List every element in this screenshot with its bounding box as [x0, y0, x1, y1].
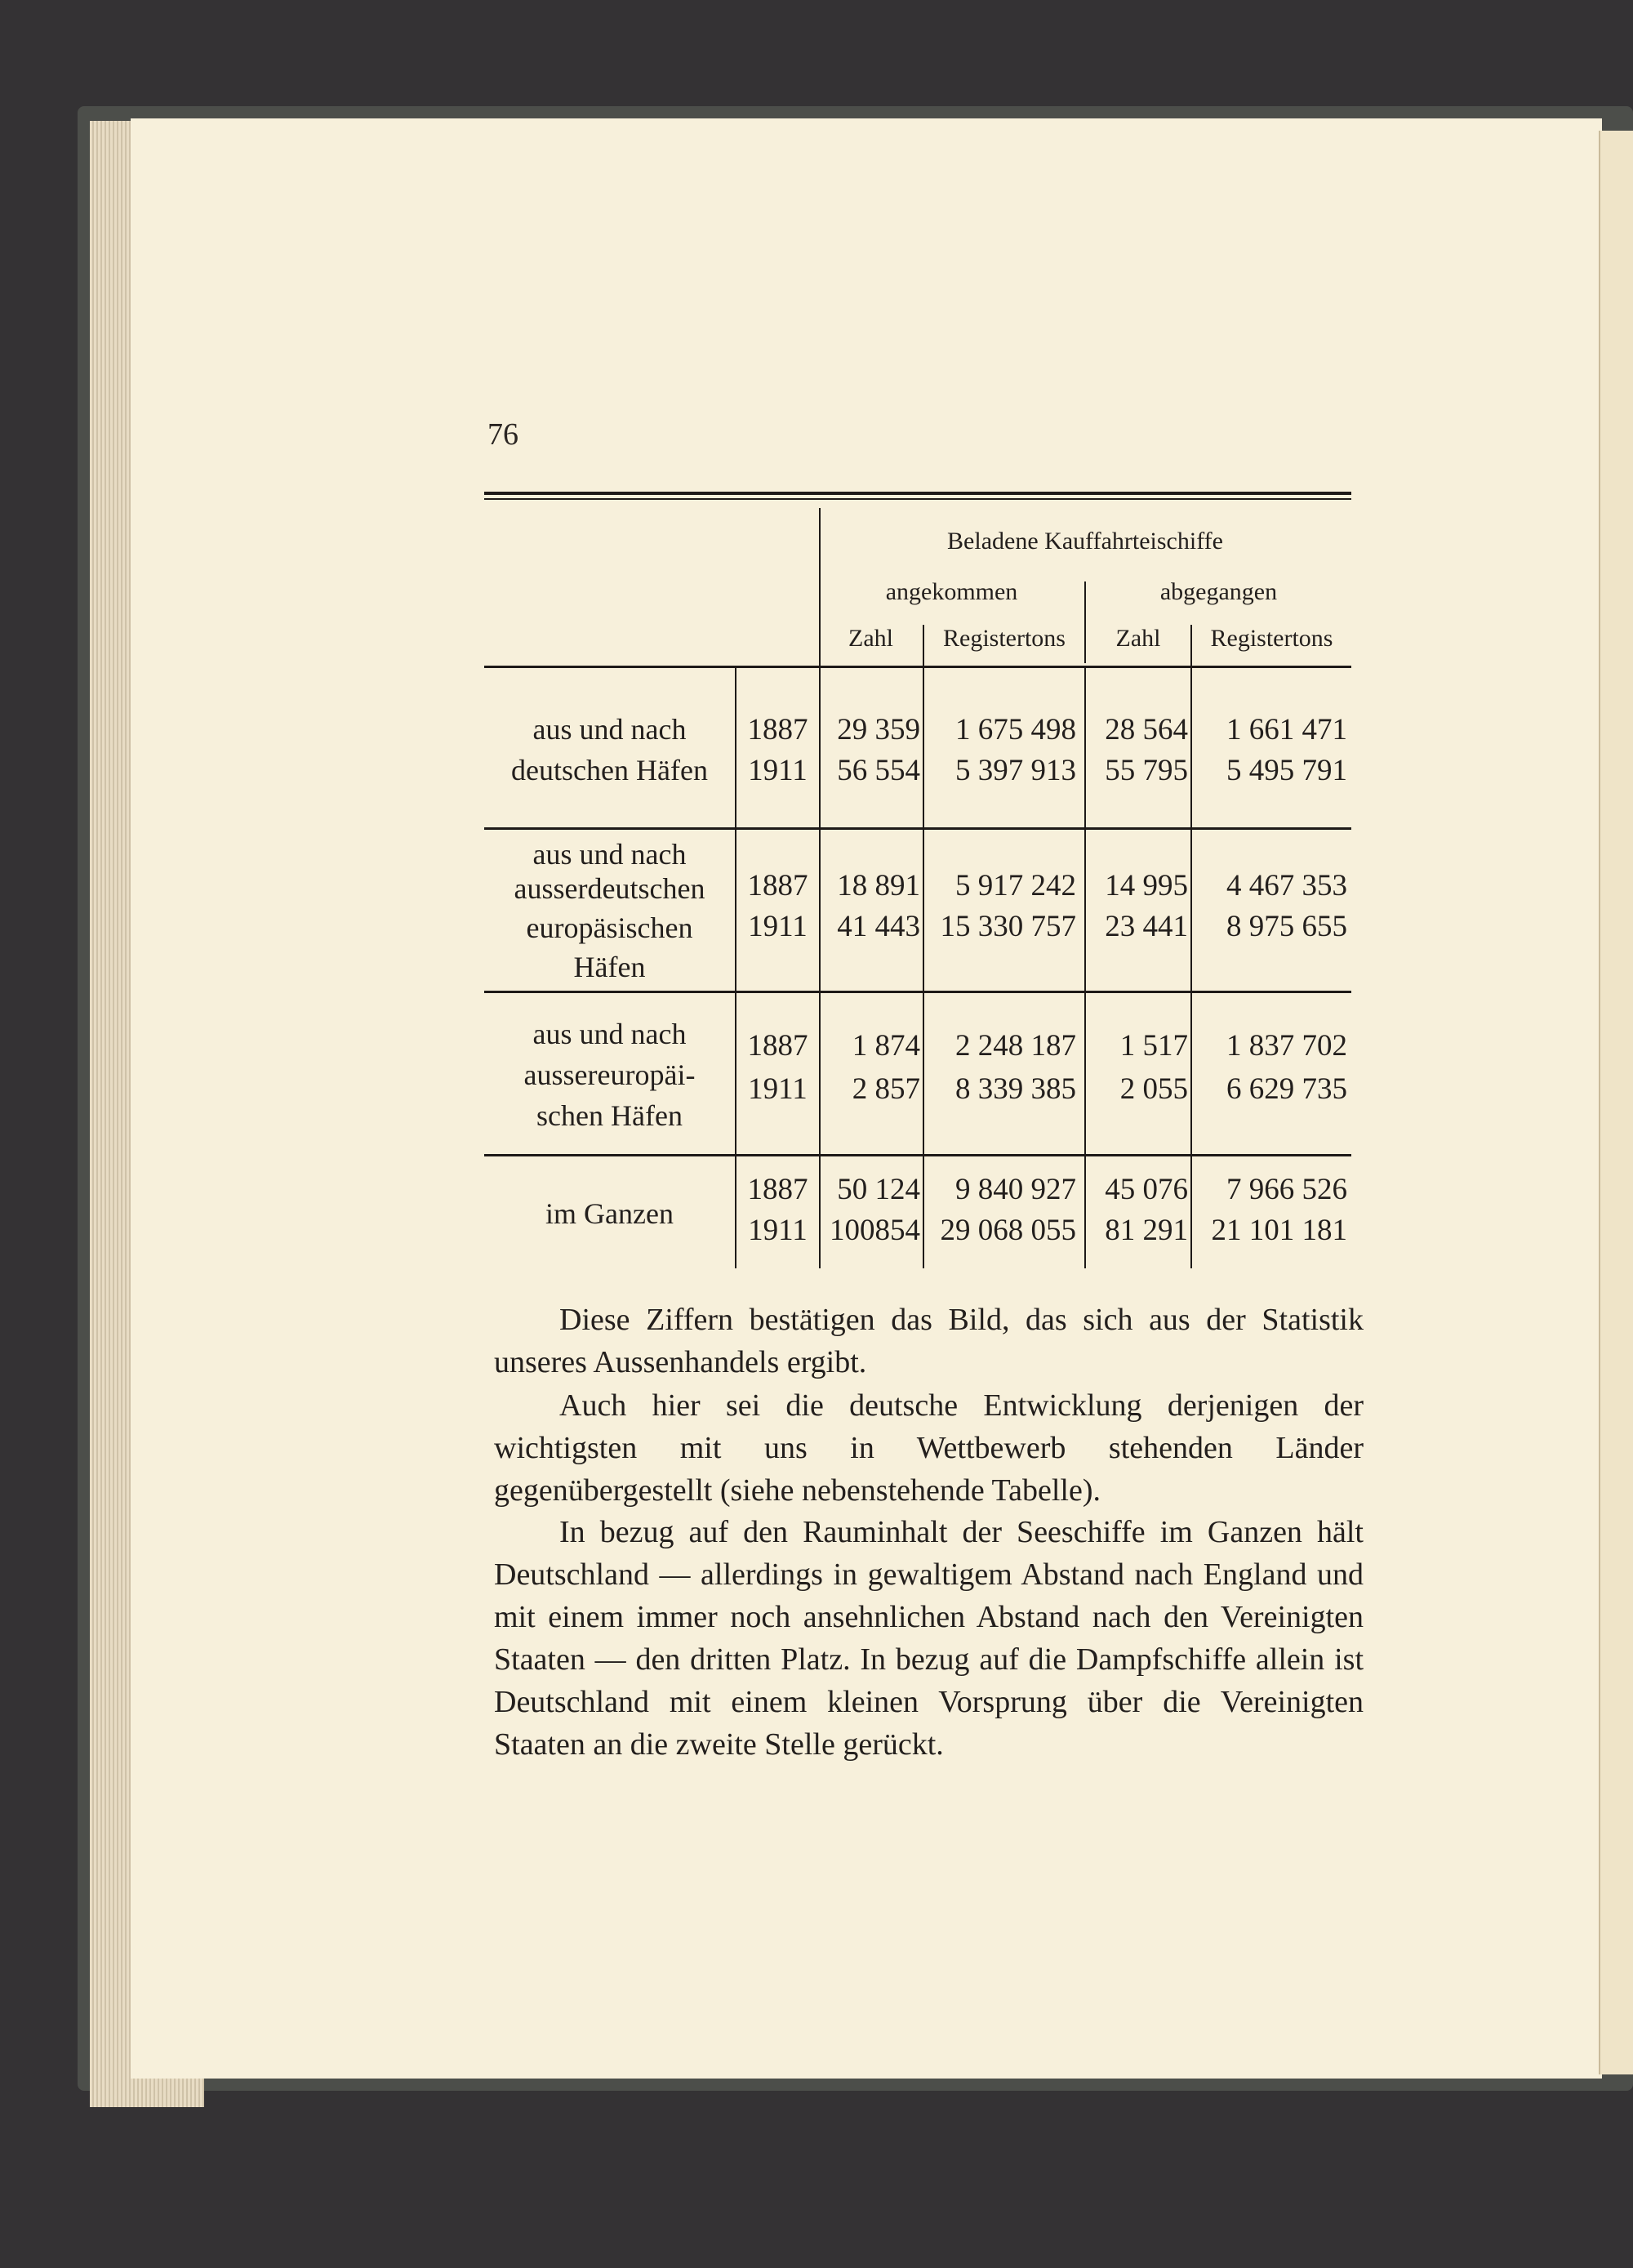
row-label-line: im Ganzen: [545, 1197, 674, 1230]
year-cell: 1887: [747, 1029, 808, 1063]
row-label-line: ausserdeutschen: [514, 872, 705, 905]
out-tons-cell: 5 495 791: [1226, 754, 1347, 787]
out-zahl-cell: 28 564: [1105, 713, 1188, 746]
in-zahl-cell: 2 857: [852, 1072, 920, 1106]
out-zahl-cell: 1 517: [1119, 1029, 1188, 1063]
paragraph-3: In bezug auf den Rauminhalt der Seeschiffe im Ganzen hält Deutschland — allerdings in gewaltigem Abstand nach England und mit einem immer noch ansehnlichen Abstand nach den Vereinigten Staaten — den dritten Platz. In bezug auf die Dampfschiffe allein ist Deutschland mit einem kleinen Vorsprung über die Vereinigten Staaten an die zweite Stelle gerückt.: [494, 1515, 1364, 1762]
row-label-line: Häfen: [573, 951, 646, 983]
year-cell: 1887: [747, 1173, 808, 1206]
in-zahl-cell: 50 124: [837, 1173, 920, 1206]
row-label-line: aus und nach: [532, 713, 687, 746]
out-zahl-cell: 55 795: [1105, 754, 1188, 787]
in-tons-cell: 1 675 498: [955, 713, 1076, 746]
row-label-line: europäsischen: [526, 911, 693, 944]
year-cell: 1887: [747, 713, 808, 746]
in-zahl-cell: 1 874: [852, 1029, 920, 1063]
column-header-registertons-in: Registertons: [943, 625, 1066, 652]
out-tons-cell: 7 966 526: [1226, 1173, 1347, 1206]
row-label-line: aus und nach: [532, 1018, 687, 1050]
out-tons-cell: 6 629 735: [1226, 1072, 1347, 1106]
table-title: Beladene Kauffahrteischiffe: [947, 528, 1223, 555]
in-zahl-cell: 18 891: [837, 869, 920, 902]
in-zahl-cell: 41 443: [837, 910, 920, 943]
group-header-abgegangen: abgegangen: [1159, 578, 1278, 605]
column-header-zahl-out: Zahl: [1115, 625, 1161, 652]
out-tons-cell: 21 101 181: [1211, 1214, 1347, 1247]
page-number: 76: [487, 417, 518, 452]
out-zahl-cell: 23 441: [1105, 910, 1188, 943]
row-label-line: aussereuropäi-: [523, 1058, 696, 1091]
in-zahl-cell: 29 359: [837, 713, 920, 746]
year-cell: 1911: [748, 910, 808, 943]
year-cell: 1911: [748, 754, 808, 787]
out-tons-cell: 1 837 702: [1226, 1029, 1347, 1063]
out-tons-cell: 1 661 471: [1226, 713, 1347, 746]
row-label-line: schen Häfen: [536, 1099, 683, 1132]
table-top-rule: [484, 492, 1351, 495]
in-tons-cell: 5 917 242: [955, 869, 1076, 902]
in-tons-cell: 8 339 385: [955, 1072, 1076, 1106]
out-zahl-cell: 14 995: [1105, 869, 1188, 902]
row-rule-2: [484, 991, 1351, 993]
row-rule-3: [484, 1154, 1351, 1156]
out-zahl-cell: 2 055: [1119, 1072, 1188, 1106]
out-tons-cell: 4 467 353: [1226, 869, 1347, 902]
out-tons-cell: 8 975 655: [1226, 910, 1347, 943]
row-label-line: deutschen Häfen: [511, 754, 708, 786]
row-label-line: aus und nach: [532, 838, 687, 871]
in-zahl-cell: 56 554: [837, 754, 920, 787]
year-cell: 1911: [748, 1214, 808, 1247]
table-top-rule-thin: [484, 498, 1351, 500]
in-tons-cell: 5 397 913: [955, 754, 1076, 787]
facing-page-edge: [1599, 131, 1633, 2074]
in-tons-cell: 15 330 757: [940, 910, 1076, 943]
in-tons-cell: 9 840 927: [955, 1173, 1076, 1206]
in-tons-cell: 2 248 187: [955, 1029, 1076, 1063]
paragraph-2: Auch hier sei die deutsche Entwicklung derjenigen der wichtigsten mit uns in Wettbewerb stehenden Länder gegenübergestellt (siehe nebenstehende Tabelle).: [494, 1388, 1364, 1508]
year-cell: 1887: [747, 869, 808, 902]
paragraph-1: Diese Ziffern bestätigen das Bild, das sich aus der Statistik unseres Aussenhandels ergibt.: [494, 1303, 1364, 1379]
group-header-angekommen: angekommen: [885, 578, 1018, 605]
column-header-zahl-in: Zahl: [848, 625, 893, 652]
in-tons-cell: 29 068 055: [940, 1214, 1076, 1247]
row-rule-1: [484, 827, 1351, 830]
header-bottom-rule: [484, 666, 1351, 668]
column-header-registertons-out: Registertons: [1210, 625, 1333, 652]
in-zahl-cell: 100854: [830, 1214, 920, 1247]
out-zahl-cell: 81 291: [1105, 1214, 1188, 1247]
out-zahl-cell: 45 076: [1105, 1173, 1188, 1206]
year-cell: 1911: [748, 1072, 808, 1106]
